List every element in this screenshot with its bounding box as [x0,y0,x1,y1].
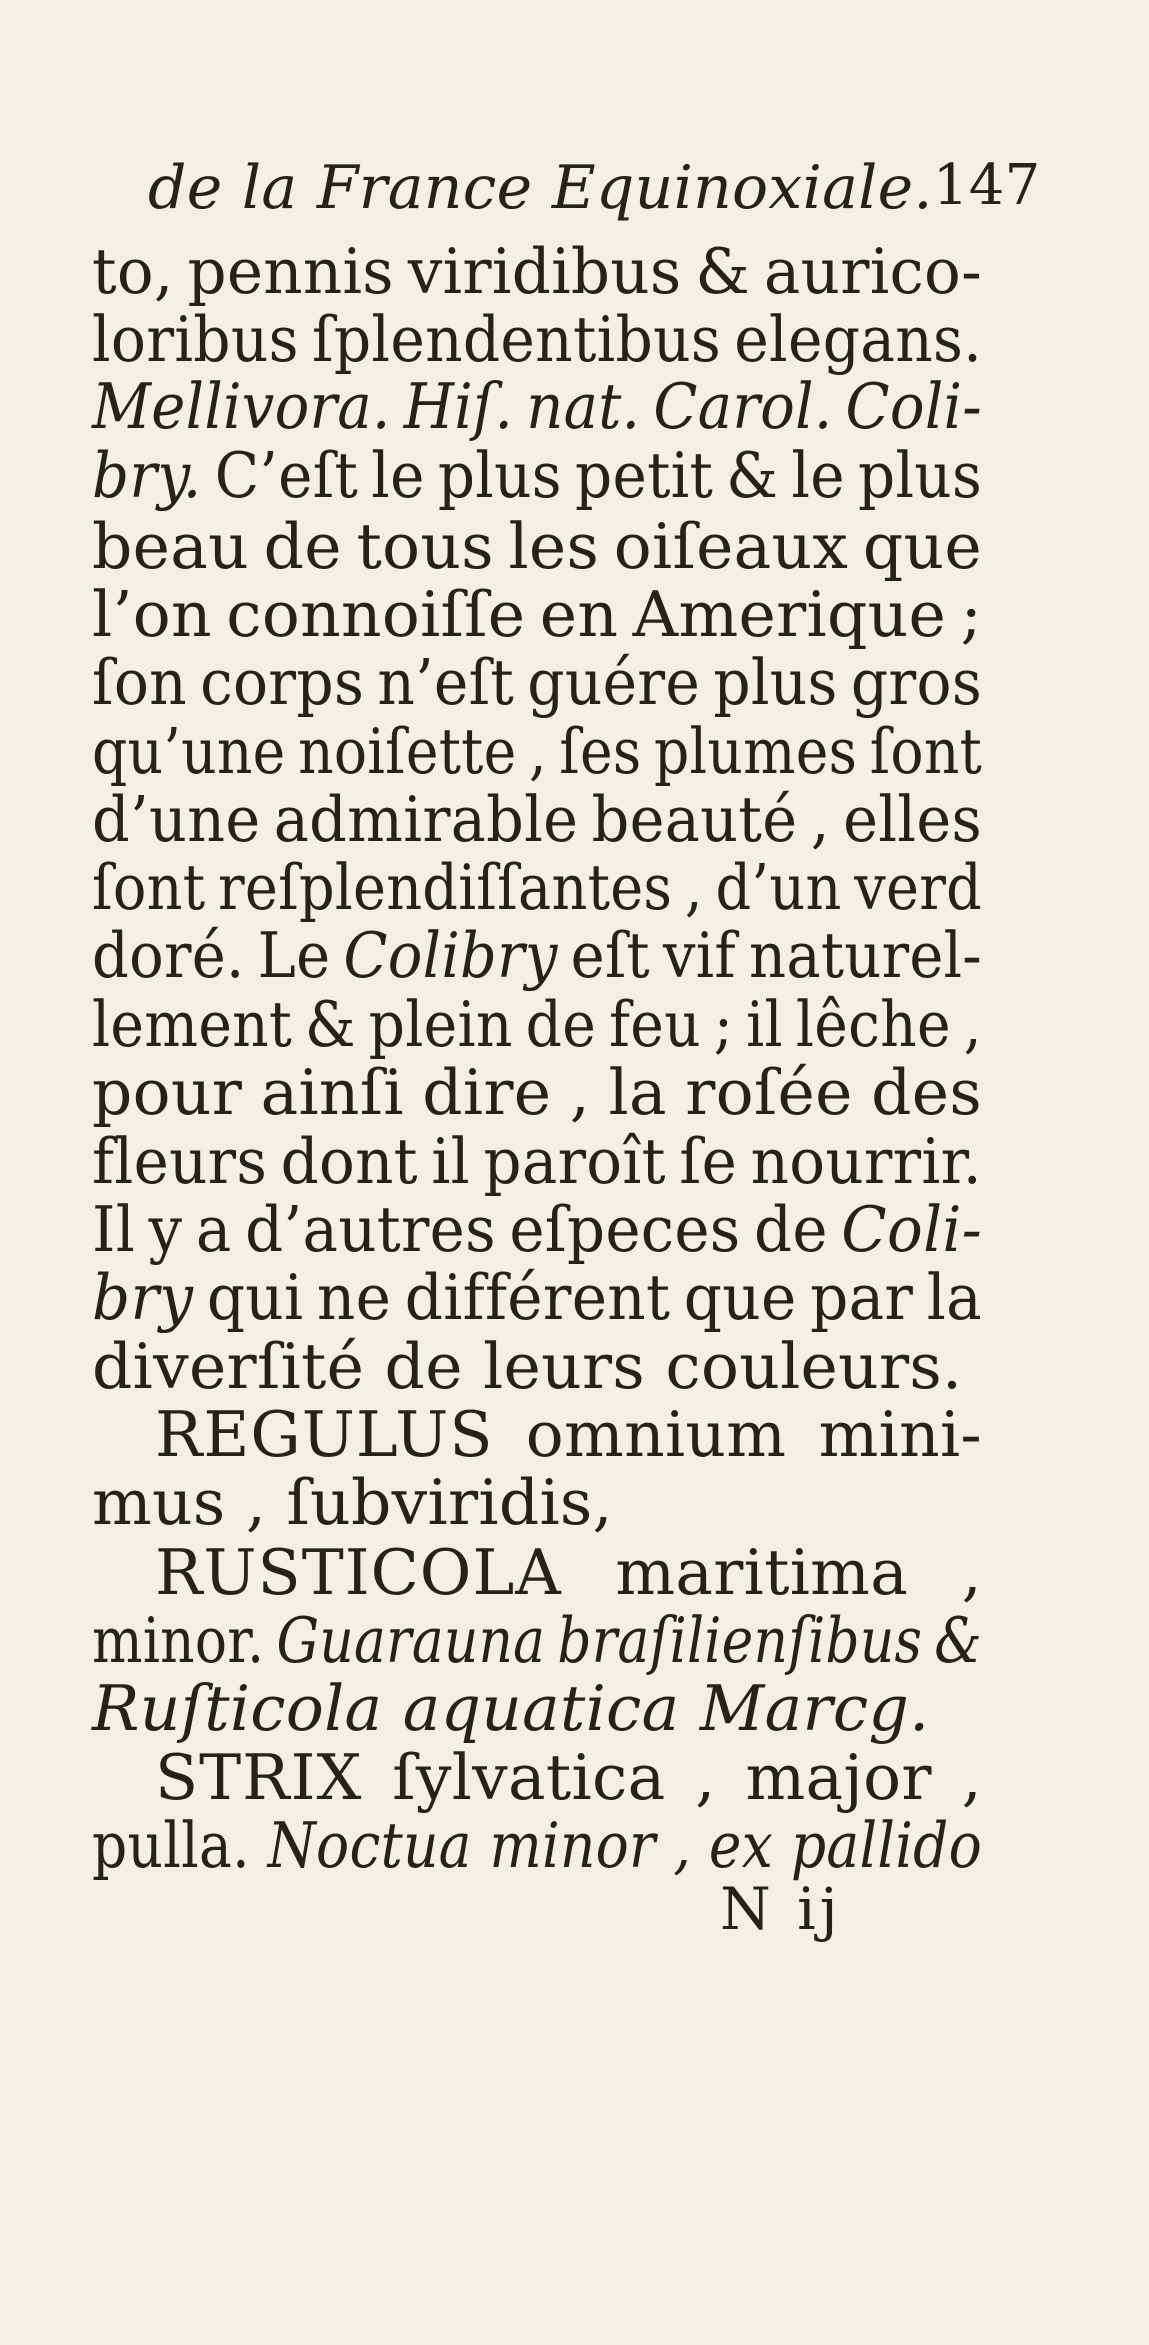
italic-run: Coli- [841,1193,982,1266]
text-line [92,235,982,308]
text-line [92,919,982,992]
italic-run: Guarauna braſilienſibus & [276,1604,982,1677]
text-line [92,851,982,924]
italic-run: bry. [92,439,202,512]
text-run: ſylvatica , major , [362,1741,982,1814]
text-line [92,510,982,583]
text-run: pulla. [92,1809,268,1882]
capitals-run: STRIX [155,1741,363,1814]
text-run: minor. [92,1604,277,1677]
running-title: de la France Equinoxiale. [148,153,933,223]
italic-run: Colibry [343,919,558,992]
text-run: maritima , [561,1536,982,1609]
italic-run: Noctua minor , ex pallido [267,1809,982,1882]
text-run: ſon corps n’eſt guére plus gros [92,646,982,719]
text-run: lement & plein de feu ; il lêche , [92,988,982,1061]
text-run: qui ne différent que par la [193,1261,982,1334]
text-run: beau de tous les oiſeaux que [92,510,982,583]
text-line [92,1809,982,1882]
running-header [148,153,1041,223]
italic-run: bry [92,1261,194,1334]
text-line [92,783,982,856]
text-line [92,370,982,443]
text-line [92,1193,982,1266]
italic-run: Ruſticola aquatica Marcg. [92,1672,930,1745]
text-run: pour ainſi dire , la roſée des [92,1056,982,1129]
text-run: to, pennis viridibus & aurico- [92,235,982,308]
text-line [155,1741,982,1814]
text-run: qu’une noiſette , ſes plumes ſont [92,715,982,788]
text-run: d’une admirable beauté , elles [92,783,982,856]
text-run: ſont reſplendiſſantes , d’un verd [92,851,982,924]
text-line [92,1261,982,1334]
capitals-run: REGULUS [155,1398,494,1471]
text-line [92,1125,982,1198]
text-line [92,1330,963,1403]
text-line [92,303,982,376]
signature-mark: N ij [720,1875,842,1943]
italic-run: Mellivora. Hiſ. nat. Carol. Coli- [92,370,982,443]
text-line [155,1398,982,1471]
text-run: omnium mini- [493,1398,982,1471]
text-line [92,1604,982,1677]
text-run: mus , ſubviridis, [92,1466,613,1539]
text-run: C’eſt le plus petit & le plus [201,439,982,512]
text-line [155,1536,982,1609]
text-line [92,1056,982,1129]
text-run: loribus ſplendentibus elegans. [92,303,982,376]
text-run: eſt vif naturel- [557,919,982,992]
text-line [92,715,982,788]
text-run: l’on connoiſſe en Amerique ; [92,578,982,651]
text-line [92,646,982,719]
text-line [92,1672,930,1745]
text-line [92,1466,613,1539]
text-line [92,988,982,1061]
page-number: 147 [932,153,1041,218]
text-run: fleurs dont il paroît ſe nourrir. [92,1125,982,1198]
capitals-run: RUSTICOLA [155,1536,562,1609]
text-line [92,578,982,651]
text-run: diverſité de leurs couleurs. [92,1330,963,1403]
text-run: Il y a d’autres eſpeces de [92,1193,842,1266]
text-line [92,439,982,512]
text-run: doré. Le [92,919,344,992]
